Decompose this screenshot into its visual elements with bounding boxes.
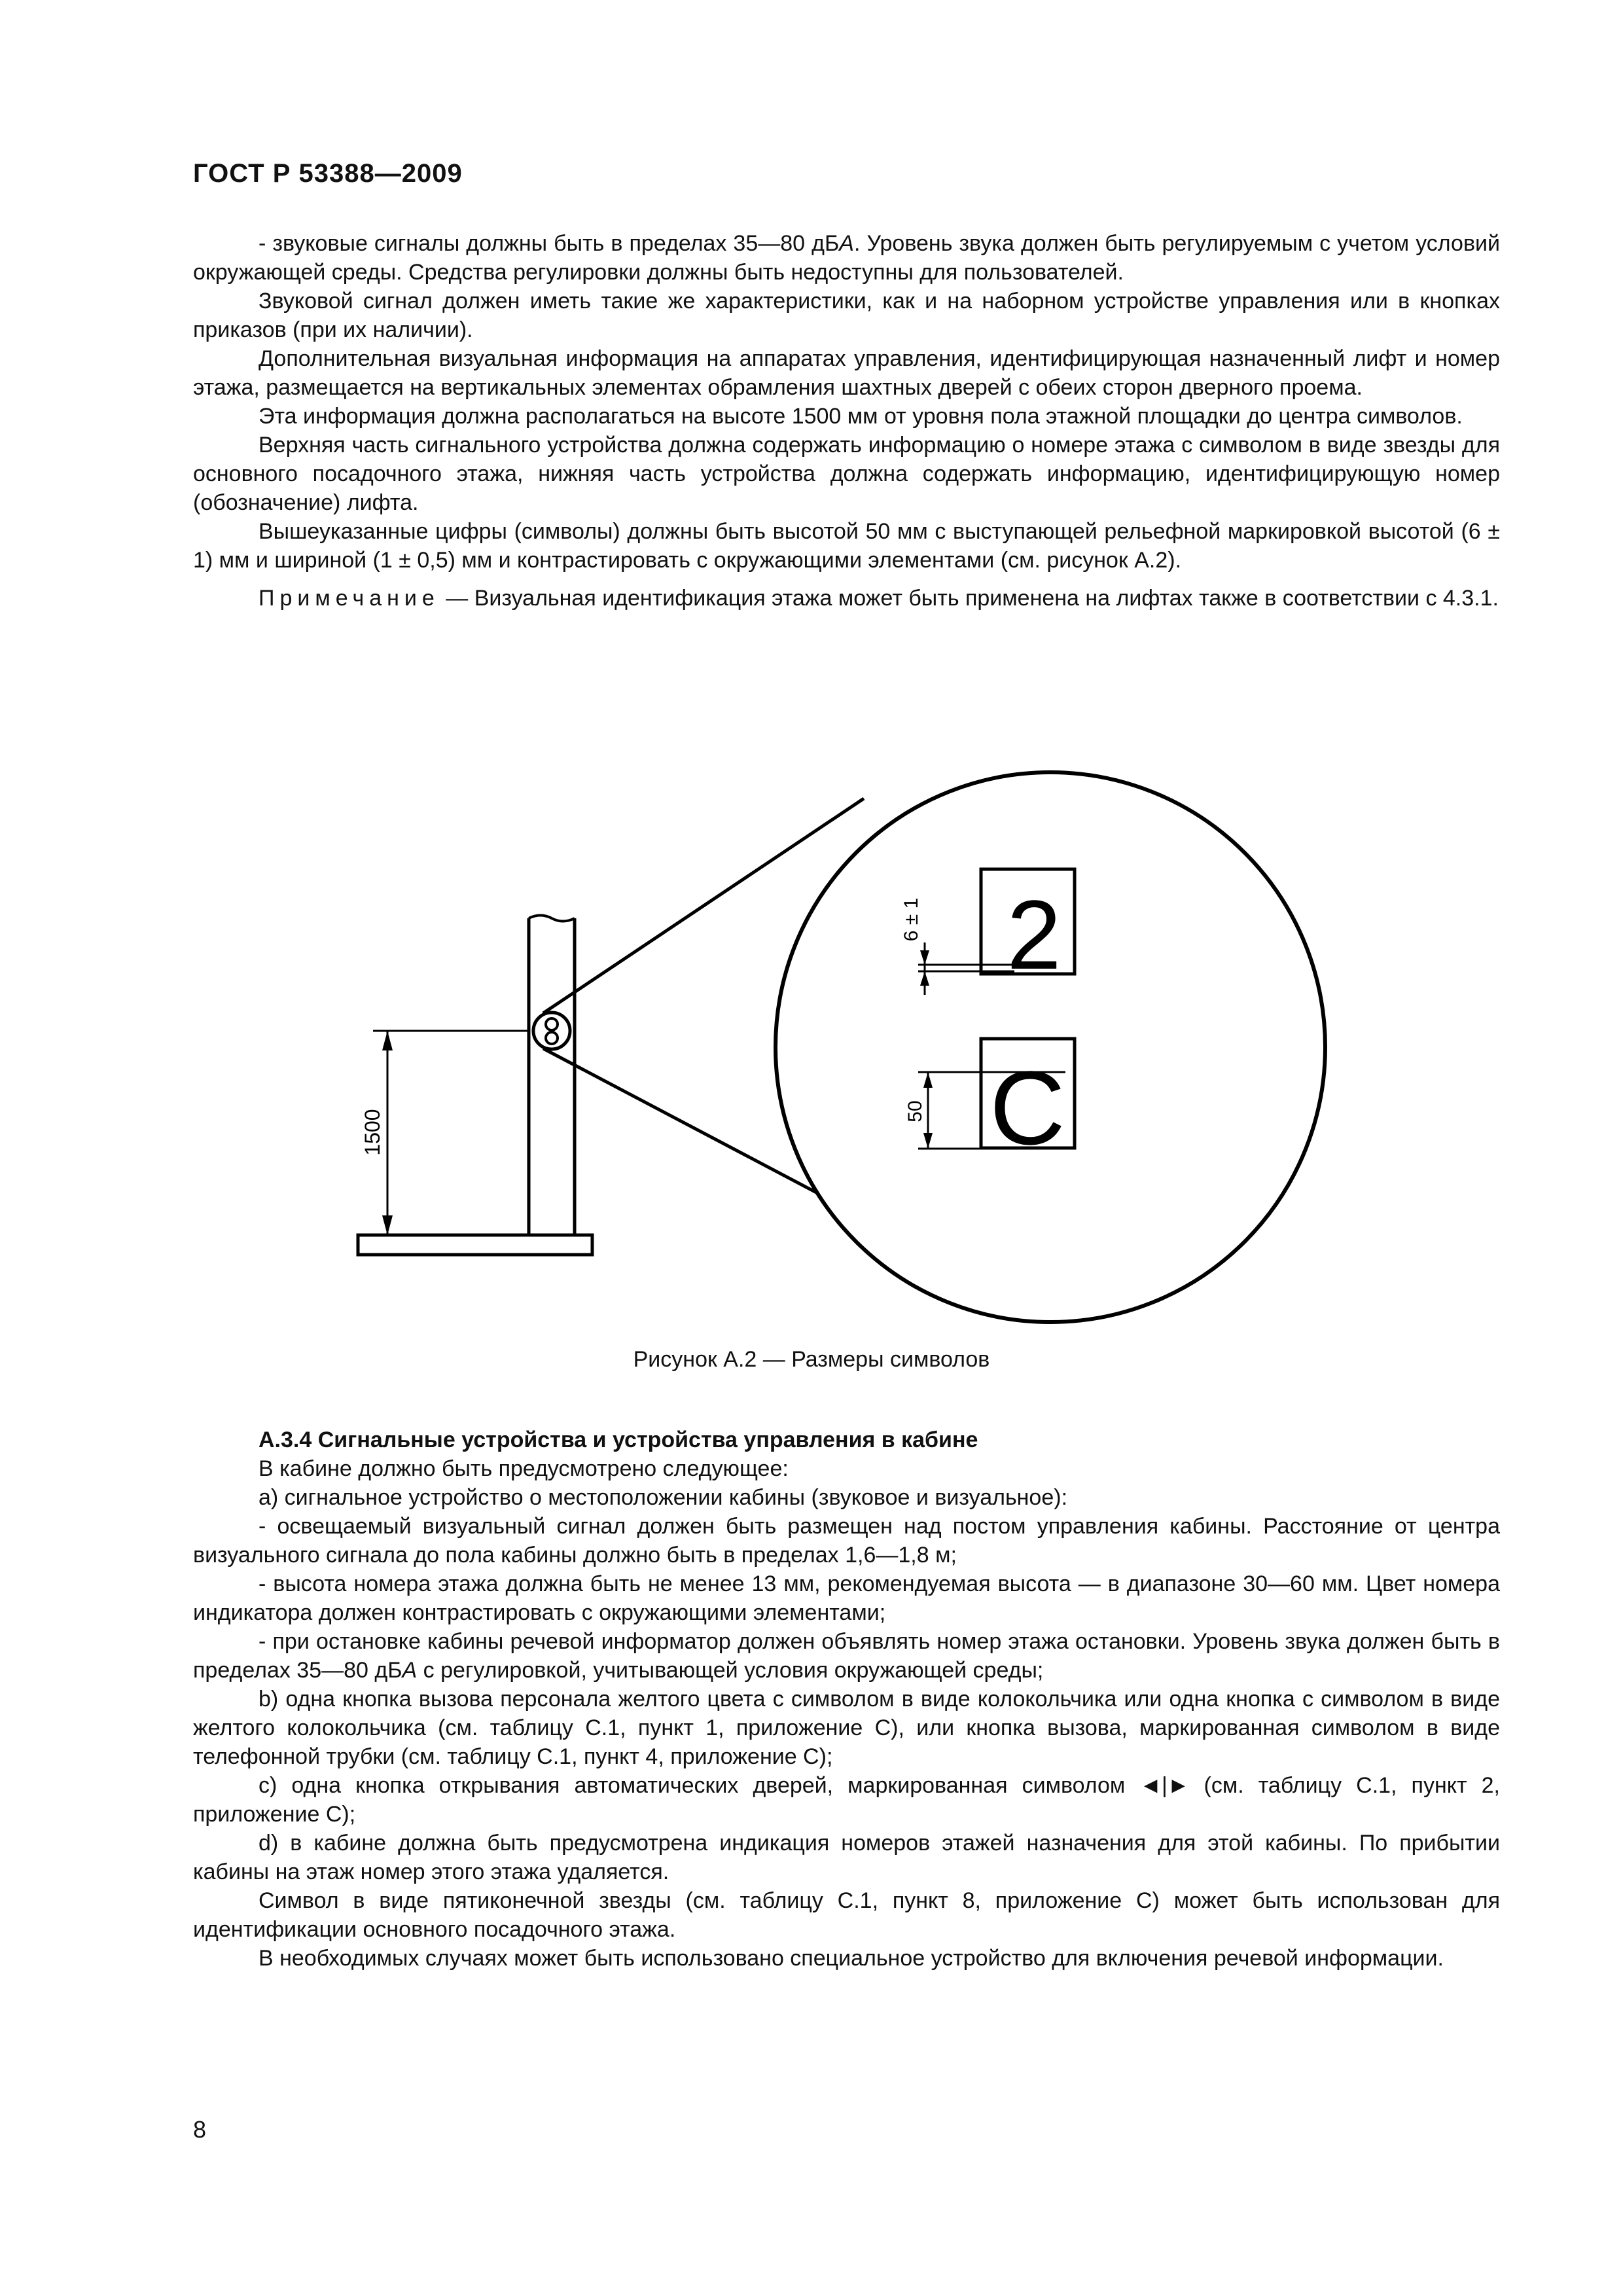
dim-1500-arrow-top — [382, 1031, 393, 1050]
note-text: — Визуальная идентификация этажа может быть применена на лифтах также в соответствии с 4.3.1. — [439, 586, 1499, 611]
paragraph: Верхняя часть сигнального устройства должна содержать информацию о номере этажа с символом в виде звезды для основного посадочного этажа, нижняя часть устройства должна содержать информацию, идентифицирующую номер (обозначение) лифта. — [193, 433, 1500, 515]
section-a34 — [193, 1426, 1500, 1973]
paragraph: с) одна кнопка открывания автоматических дверей, маркированная символом ◄|► (см. таблицу С.1, пункт 2, приложение С); — [193, 1773, 1500, 1827]
paragraph: Звуковой сигнал должен иметь такие же характеристики, как и на наборном устройстве управления или в кнопках приказов (при их наличии). — [193, 289, 1500, 342]
dim-1500-label: 1500 — [361, 1109, 384, 1156]
section-heading: А.3.4 Сигнальные устройства и устройства управления в кабине — [259, 1427, 978, 1452]
paragraph: b) одна кнопка вызова персонала желтого цвета с символом в виде колокольчика или одна кнопка с символом в виде желтого колокольчика (см. таблицу С.1, пункт 1, приложение С), или кнопка вызова, маркированная символом в виде телефонной трубки (см. таблицу С.1, пункт 4, приложение С); — [193, 1687, 1500, 1769]
paragraph: - освещаемый визуальный сигнал должен быть размещен над постом управления кабины. Расстояние от центра визуального сигнала до пола кабины должно быть в пределах 1,6—1,8 м; — [193, 1514, 1500, 1568]
indicator-dot-top — [546, 1018, 558, 1030]
note-label: Примечание — [259, 586, 440, 611]
paragraph: - при остановке кабины речевой информатор должен объявлять номер этажа остановки. Уровень звука должен быть в пределах 35—80 дБА с регулировкой, учитывающей условия окружающей среды; — [193, 1629, 1500, 1683]
paragraph: d) в кабине должна быть предусмотрена индикация номеров этажей назначения для этой кабины. По прибытии кабины на этаж номер этого этажа удаляется. — [193, 1831, 1500, 1884]
dim-symbol-label: 50 — [904, 1100, 926, 1122]
standard-header: ГОСТ Р 53388—2009 — [193, 159, 463, 188]
paragraph: - звуковые сигналы должны быть в пределах 35—80 дБА. Уровень звука должен быть регулируемым с учетом условий окружающей среды. Средства регулировки должны быть недоступны для пользователей. — [193, 231, 1500, 285]
paragraph: В необходимых случаях может быть использовано специальное устройство для включения речевой информации. — [259, 1946, 1444, 1971]
figure-caption: Рисунок А.2 — Размеры символов — [633, 1347, 990, 1372]
paragraph: - высота номера этажа должна быть не менее 13 мм, рекомендуемая высота — в диапазоне 30—60 мм. Цвет номера индикатора должен контрастировать с окружающими элементами; — [193, 1571, 1500, 1625]
dim-relief-label: 6 ± 1 — [901, 897, 922, 942]
paragraph: а) сигнальное устройство о местоположении кабины (звуковое и визуальное): — [259, 1485, 1068, 1510]
paragraph: В кабине должно быть предусмотрено следующее: — [259, 1456, 789, 1481]
page-number: 8 — [193, 2116, 207, 2143]
floor-plate — [358, 1235, 592, 1255]
symbol-floor-number: 2 — [1007, 880, 1061, 990]
symbol-lift-id: C — [990, 1049, 1065, 1166]
paragraph: Дополнительная визуальная информация на аппаратах управления, идентифицирующая назначенный лифт и номер этажа, размещается на вертикальных элементах обрамления шахтных дверей с обеих сторон дверного проема. — [193, 346, 1500, 400]
dim-1500-arrow-bottom — [382, 1215, 393, 1235]
indicator-dot-bottom — [546, 1032, 558, 1044]
paragraph: Вышеуказанные цифры (символы) должны быть высотой 50 мм с выступающей рельефной маркировкой высотой (6 ± 1) мм и шириной (1 ± 0,5) мм и контрастировать с окружающими элементами (см. рисунок А.2). — [193, 519, 1500, 573]
paragraph: Символ в виде пятиконечной звезды (см. таблицу С.1, пункт 8, приложение С) может быть использован для идентификации основного посадочного этажа. — [193, 1888, 1500, 1942]
post-break-line — [529, 916, 575, 922]
paragraph: Эта информация должна располагаться на высоте 1500 мм от уровня пола этажной площадки до центра символов. — [259, 404, 1463, 429]
